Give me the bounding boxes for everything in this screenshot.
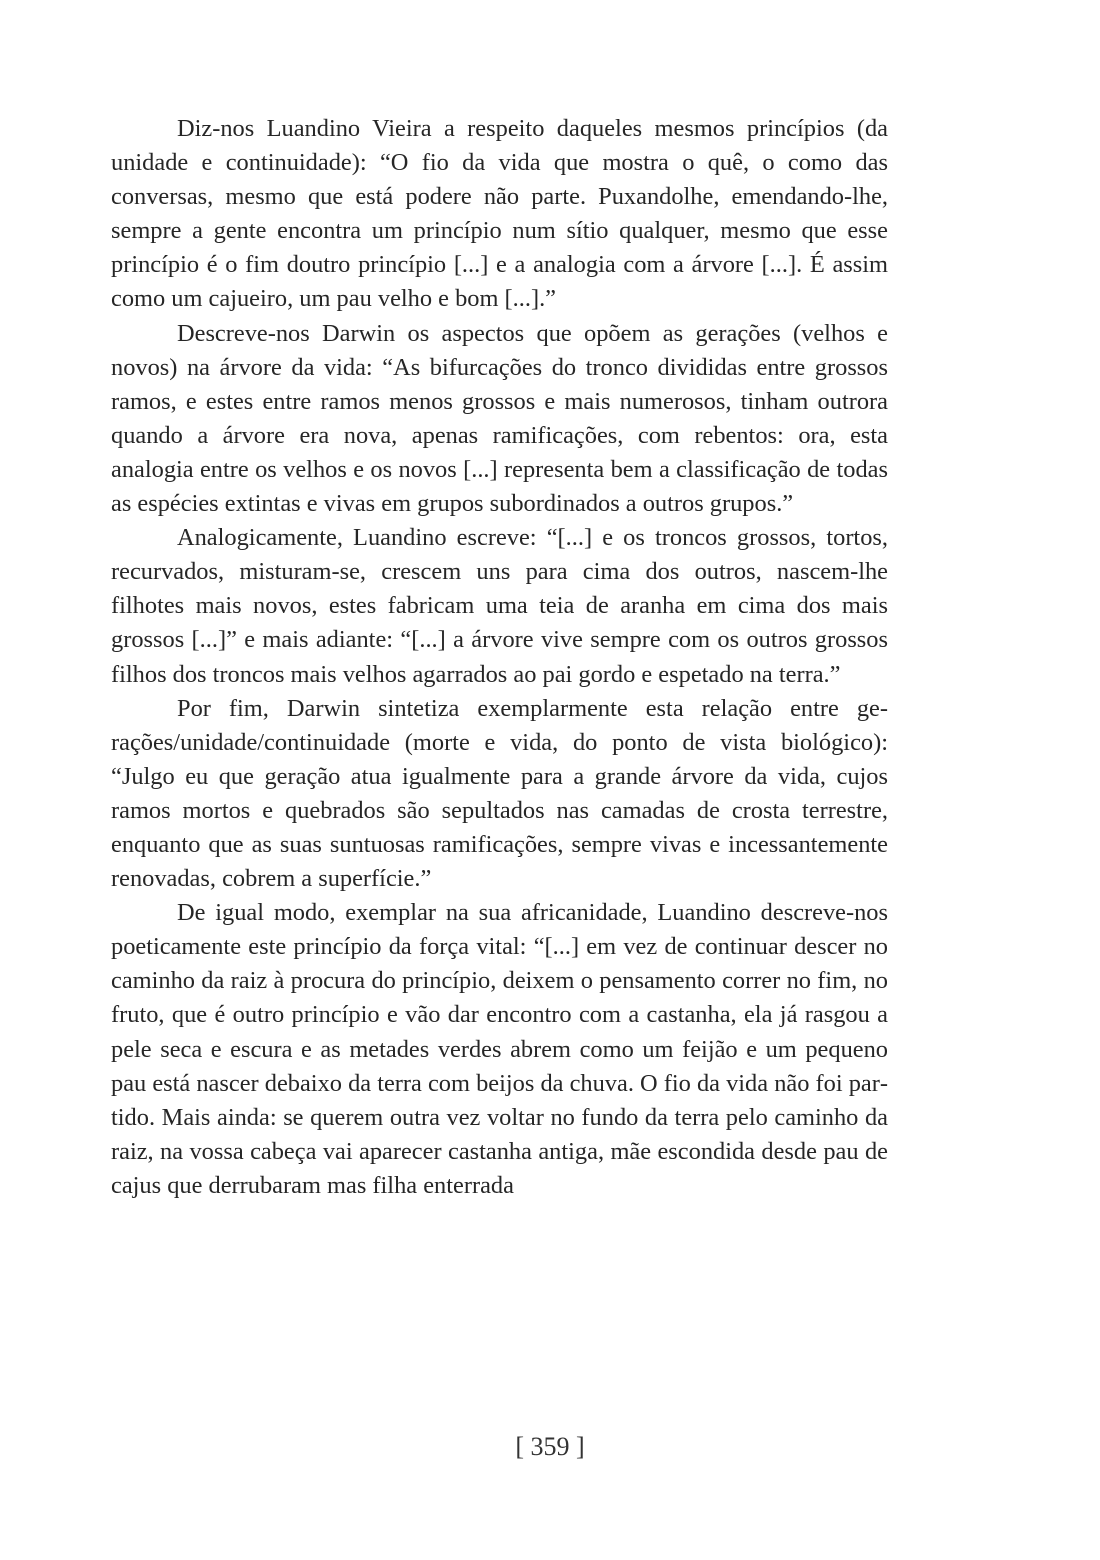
paragraph-darwin-synthesis: Por fim, Darwin sintetiza exemplarmente esta relação entre gerações/unidade/continuidade (morte e vida, do ponto de vista biológico): “Julgo eu que geração atua igualmente para a grande árvore da vida, cujos ramos mortos e quebrados são sepultados nas camadas de crosta terrestre, enquanto que as suas suntuosas ramificações, sempre vivas e incessantemente renovadas, cobrem a superfície.” — [111, 694, 888, 893]
paragraph-luandino-principles: Diz-nos Luandino Vieira a respeito daqueles mesmos princípios (da unidade e continuidade): “O fio da vida que mostra o quê, o como das conversas, mesmo que está podere não parte. Puxandolhe, emendando-lhe, sempre a gente encontra um princípio num sítio qualquer, mesmo que esse princípio é o fim doutro princípio [...] e a analogia com a árvore [...]. É assim como um cajueiro, um pau velho e bom [...].” — [111, 115, 888, 313]
paragraph-luandino-trunks: Analogicamente, Luandino escreve: “[...] e os troncos grossos, tortos, recurvados, misturam-se, crescem uns para cima dos outros, nascem-lhe filhotes mais novos, estes fabricam uma teia de aranha em cima dos mais grossos [...]” e mais adiante: “[...] a árvore vive sempre com os outros grossos filhos dos troncos mais velhos agarrados ao pai gordo e espetado na terra.” — [111, 524, 888, 688]
paragraph-darwin-generations: Descreve-nos Darwin os aspectos que opõem as gerações (velhos e novos) na árvore da vida: “As bifurcações do tronco divididas entre grossos ramos, e estes entre ramos menos grossos e mais numerosos, tinham outrora quando a árvore era nova, apenas ramificações, com rebentos: ora, esta analogia entre os velhos e os novos [...] representa bem a classificação de todas as espécies extintas e vivas em grupos subordinados a outros grupos.” — [111, 319, 888, 518]
paragraph-luandino-vital-force: De igual modo, exemplar na sua africanidade, Luandino descreve-nos poeticamente este princípio da força vital: “[...] em vez de continuar descer no caminho da raiz à procura do princípio, deixem o pensamento correr no fim, no fruto, que é outro princípio e vão dar encontro com a castanha, ela já rasgou a pele seca e escura e as metades verdes abrem como um feijão e um pequeno pau está nascer debaixo da terra com beijos da chuva. O fio da vida não foi partido. Mais ainda: se querem outra vez voltar no fundo da terra pelo caminho da raiz, na vossa cabeça vai aparecer castanha antiga, mãe escondida desde pau de cajus que derrubaram mas filha enterrada — [111, 899, 888, 1199]
body-text — [111, 112, 888, 1203]
page-number: [ 359 ] — [515, 1432, 585, 1461]
